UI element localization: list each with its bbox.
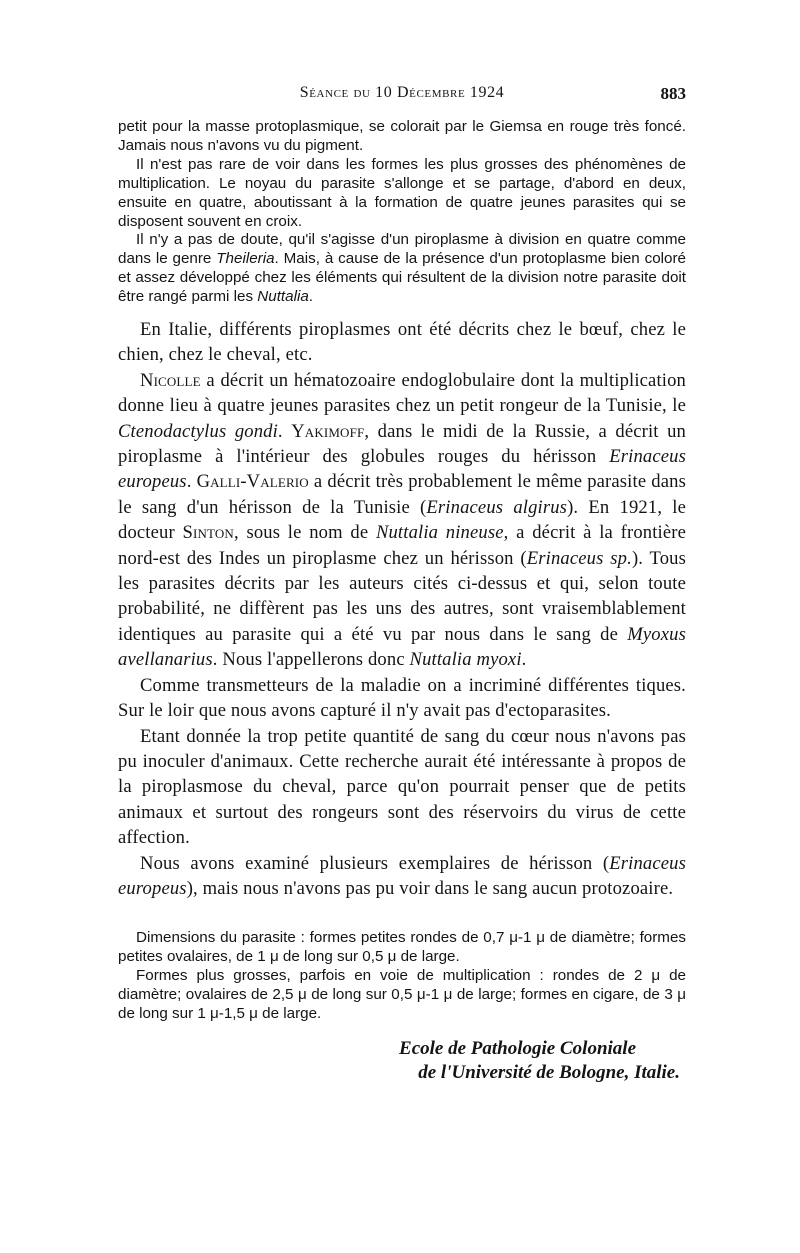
affiliation-line: Ecole de Pathologie Coloniale [399, 1038, 636, 1059]
genus-name: Nuttalia [257, 288, 309, 306]
paragraph [118, 673, 686, 724]
small-print-continuation [118, 118, 686, 307]
paragraph-text: , a décrit à la frontière nord-est des Indes un piroplasme chez un hérisson ( [118, 522, 686, 569]
species-name: Erinaceus algirus [426, 496, 568, 518]
paragraph-text: petit pour la masse protoplasmique, se colorait par le Giemsa en rouge très foncé. Jamais nous n'avons vu du pigment. [118, 118, 686, 154]
paragraph-text: Il n'y a pas de doute, qu'il s'agisse d'un piroplasme à division en quatre comme dans le genre [118, 231, 686, 268]
paragraph-text: En Italie, différents piroplasmes ont été décrits chez le bœuf, chez le chien, chez le cheval, etc. [118, 319, 686, 366]
paragraph [118, 929, 686, 967]
dimension-notes [118, 929, 686, 1024]
paragraph-text: . Nous l'appellerons donc [212, 649, 410, 671]
paragraph [118, 724, 686, 851]
page-header [118, 84, 686, 108]
author-name: Nicolle [140, 369, 201, 391]
paragraph-text: ). Tous les parasites décrits par les auteurs cités ci-dessus et qui, selon toute probabilité, ne diffèrent pas les uns des autres, sont vraisemblablement identiques au parasite qui a été vu par nous dans le sang de [118, 547, 687, 645]
paragraph-text: Dimensions du parasite : formes petites rondes de 0,7 μ-1 μ de diamètre; formes petites ovalaires, de 1 μ de long sur 0,5 μ de large. [118, 929, 686, 965]
species-name: Myoxus avellanarius [118, 623, 686, 671]
paragraph [118, 317, 686, 368]
page-number: 883 [660, 84, 686, 103]
species-name: Erinaceus europeus [118, 446, 686, 493]
paragraph-text: Il n'est pas rare de voir dans les formes les plus grosses des phénomènes de multiplication. Le noyau du parasite s'allonge et se partage, d'abord en deux, ensuite en quatre, aboutissant à la formation de quatre jeunes parasites qui se disposent souvent en croix. [118, 155, 686, 230]
paragraph-text: Comme transmetteurs de la maladie on a incriminé différentes tiques. Sur le loir que nous avons capturé il n'y avait pas d'ectoparasites. [118, 674, 686, 722]
paragraph [118, 156, 686, 232]
paragraph-text: Nous avons examiné plusieurs exemplaires de hérisson ( [140, 852, 610, 874]
paragraph-text: Formes plus grosses, parfois en voie de multiplication : rondes de 2 μ de diamètre; ovalaires de 2,5 μ de long sur 0,5 μ-1 μ de large; formes en cigare, de 3 μ de long sur 1 μ-1,5 μ de large. [118, 966, 686, 1022]
author-name: Sinton [182, 522, 234, 544]
main-text [118, 317, 686, 901]
paragraph [118, 851, 686, 902]
paragraph-text: a décrit un hématozoaire endoglobulaire dont la multiplication donne lieu à quatre jeunes parasites chez un petit rongeur de la Tunisie, le [118, 369, 686, 417]
paragraph [118, 118, 686, 156]
paragraph-text: . [308, 288, 314, 306]
species-name: Erinaceus europeus [118, 852, 686, 899]
genus-name: Theileria [216, 250, 275, 268]
species-name: Nuttalia myoxi [409, 649, 522, 671]
paragraph [118, 231, 686, 307]
paragraph-text: . Mais, à cause de la présence d'un protoplasme bien coloré et assez développé chez les éléments qui résultent de la division notre parasite doit être rangé parmi les [118, 250, 686, 306]
species-name: Ctenodactylus gondi [118, 420, 278, 442]
paragraph-text: , sous le nom de [233, 522, 376, 544]
species-name: Nuttalia nineuse [375, 522, 504, 544]
running-title: Séance du 10 Décembre 1924 [299, 84, 505, 101]
paragraph [118, 368, 686, 673]
species-name: Erinaceus sp. [526, 547, 632, 569]
author-name: Yakimoff [291, 420, 365, 442]
affiliation-line: de l'Université de Bologne, Italie. [418, 1062, 680, 1083]
paragraph-text: a décrit très probablement le même parasite dans le sang d'un hérisson de la Tunisie ( [118, 471, 686, 518]
paragraph-text: ), mais nous n'avons pas pu voir dans le sang aucun protozoaire. [186, 877, 674, 899]
affiliation-signature [118, 1037, 680, 1085]
paragraph-text: . [521, 649, 527, 671]
paragraph-text: , dans le midi de la Russie, a décrit un piroplasme à l'intérieur des globules rouges du hérisson [118, 420, 686, 468]
paragraph-text: Etant donnée la trop petite quantité de sang du cœur nous n'avons pas pu inoculer d'animaux. Cette recherche aurait été intéressante à propos de la piroplasmose du cheval, parce qu'on pourrait penser que de petits animaux et surtout des rongeurs sont des réservoirs du virus de cette affection. [118, 725, 686, 849]
author-name: Galli-Valerio [196, 471, 309, 493]
paragraph [118, 967, 686, 1024]
paragraph-text: . [186, 471, 197, 493]
paragraph-text: . [277, 420, 292, 442]
paragraph-text: ). En 1921, le docteur [118, 496, 687, 544]
